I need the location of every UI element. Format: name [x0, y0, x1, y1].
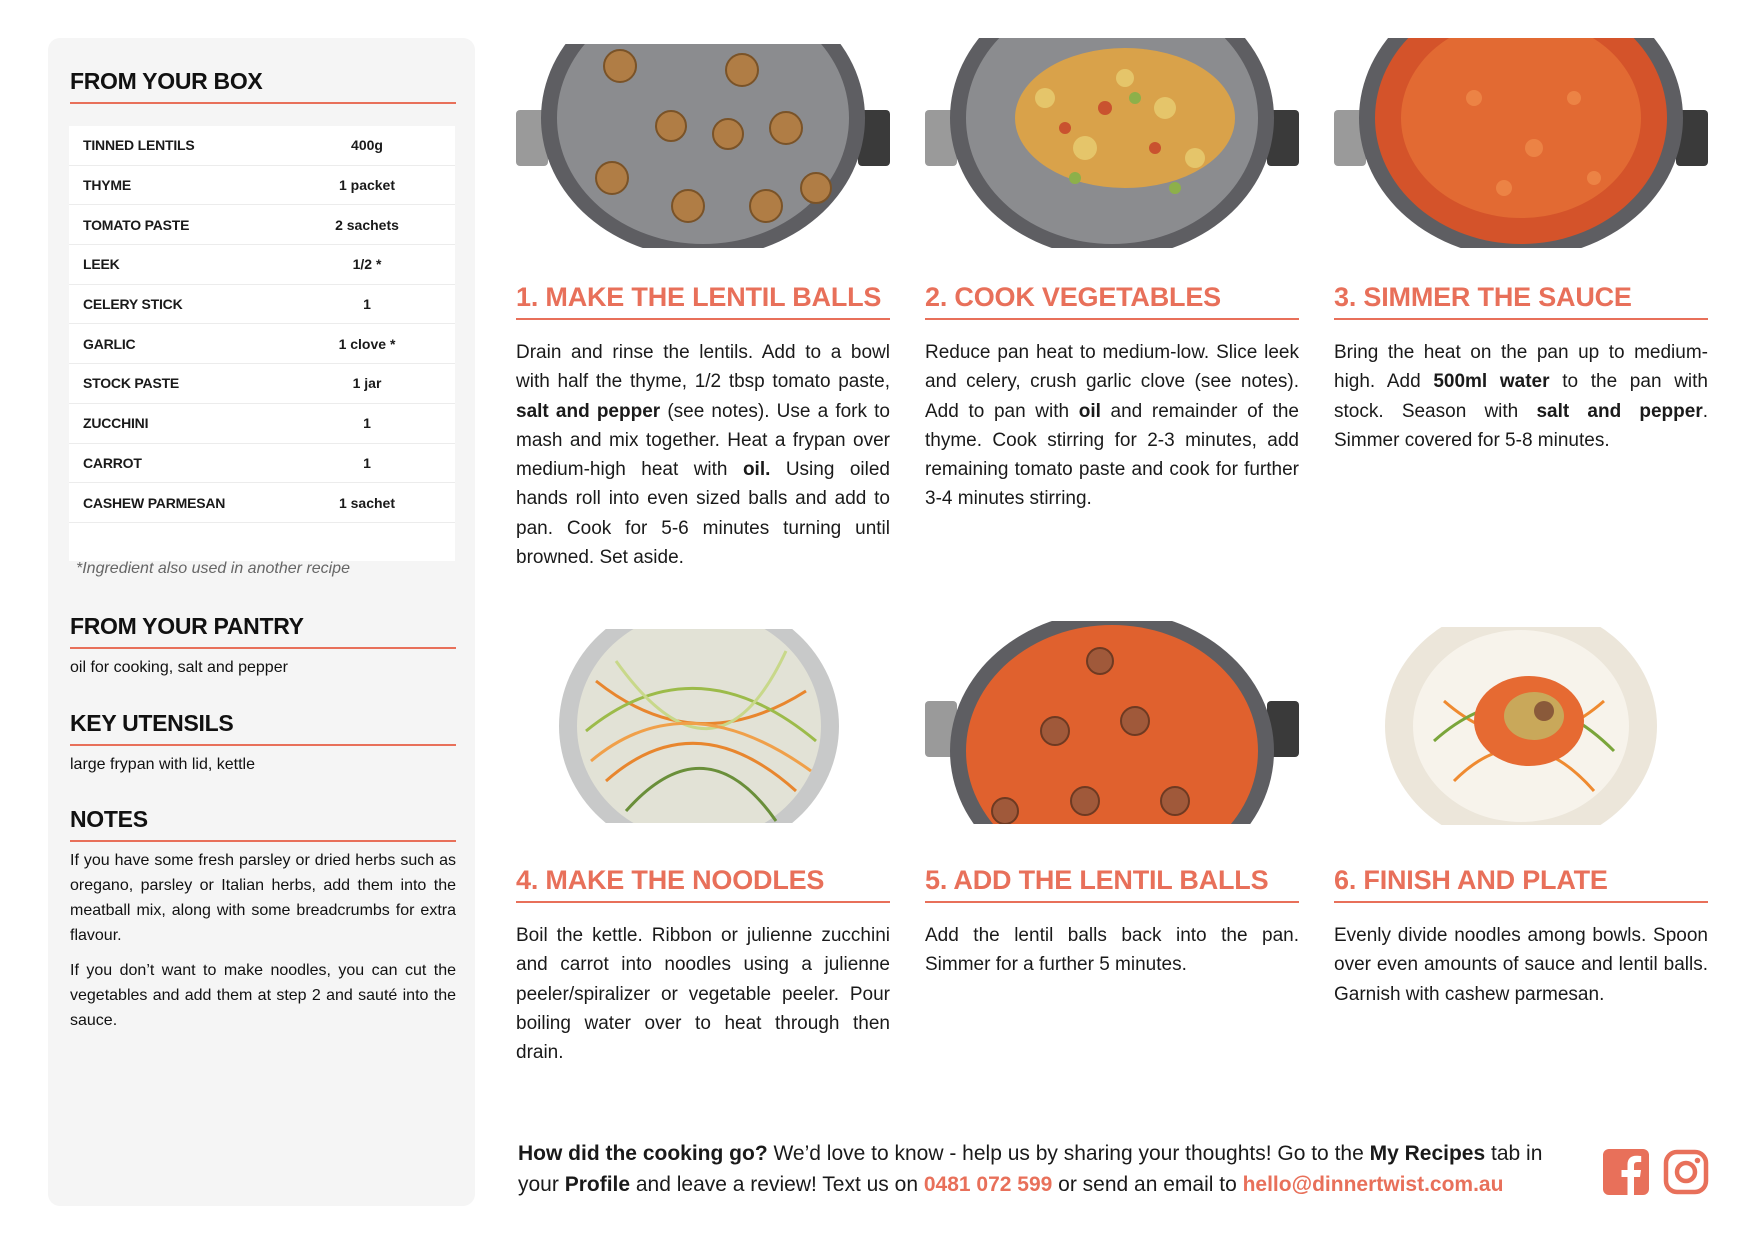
- feedback-question: How did the cooking go?: [518, 1142, 768, 1165]
- notes-title: NOTES: [70, 806, 456, 842]
- pantry-text: oil for cooking, salt and pepper: [70, 659, 288, 676]
- ingredient-quantity: 1 sachet: [338, 494, 396, 511]
- step-text: Using oiled hands roll into even sized balls and add to pan. Cook for 5-6 minutes turning until browned. Set aside.: [516, 459, 890, 569]
- step-text: Reduce pan heat to medium-low. Slice leek and celery, crush garlic clove (see notes). Add to pan with: [925, 342, 1299, 422]
- step-2-title: 2. COOK VEGETABLES: [925, 282, 1299, 320]
- ingredient-name: CELERY STICK: [83, 296, 183, 313]
- step-text-bold: salt and pepper: [516, 400, 661, 422]
- footer-text: tab in your: [518, 1142, 1543, 1196]
- notes-body: [70, 848, 456, 1043]
- step-4-title: 4. MAKE THE NOODLES: [516, 865, 890, 903]
- step-text: to the pan with stock. Season with: [1334, 371, 1708, 422]
- facebook-icon[interactable]: [1603, 1149, 1649, 1195]
- step-2-photo-vegetables-in-pan: [925, 38, 1299, 248]
- ingredients-sidebar: [48, 38, 475, 1206]
- ingredient-row: [69, 444, 455, 484]
- ingredient-quantity: 1: [363, 454, 371, 471]
- ingredient-row: [69, 205, 455, 245]
- ingredient-quantity: 1: [363, 415, 371, 432]
- step-2: [925, 38, 1299, 514]
- step-text-bold: oil.: [742, 459, 771, 481]
- step-1-photo-lentil-balls-in-pan: [516, 38, 890, 248]
- ingredient-quantity: 1 clove *: [338, 335, 396, 352]
- ingredient-row: [69, 126, 455, 166]
- ingredients-table: [69, 126, 455, 561]
- ingredient-name: CASHEW PARMESAN: [83, 494, 226, 511]
- step-text: Add the lentil balls back into the pan. Simmer for a further 5 minutes.: [925, 925, 1299, 976]
- ingredient-name: TOMATO PASTE: [83, 216, 190, 233]
- ingredient-name: THYME: [83, 177, 132, 194]
- ingredient-name: LEEK: [83, 256, 120, 273]
- step-5-title: 5. ADD THE LENTIL BALLS: [925, 865, 1299, 903]
- phone-link[interactable]: 0481 072 599: [923, 1173, 1053, 1196]
- step-text-bold: 500ml water: [1433, 371, 1550, 393]
- step-6: [1334, 621, 1708, 1009]
- instagram-icon[interactable]: [1663, 1149, 1709, 1195]
- step-5-body: [925, 921, 1299, 980]
- ingredient-name: ZUCCHINI: [83, 415, 149, 432]
- ingredient-quantity: 2 sachets: [335, 216, 399, 233]
- feedback-footer: [518, 1138, 1568, 1200]
- ingredient-footnote: *Ingredient also used in another recipe: [76, 560, 350, 577]
- step-4-photo-vegetable-noodles: [516, 621, 890, 831]
- step-6-photo-plated-dish: [1334, 621, 1708, 831]
- step-text: and remainder of the thyme. Cook stirring for 2-3 minutes, add remaining tomato paste and cook for further 3-4 minutes stirring.: [925, 400, 1299, 510]
- step-2-body: [925, 338, 1299, 514]
- profile-link[interactable]: Profile: [564, 1173, 631, 1196]
- step-text: Boil the kettle. Ribbon or julienne zucchini and carrot into noodles using a julienne peeler/spiralizer or vegetable peeler. Pour boiling water over to heat through then drain.: [516, 925, 890, 1064]
- ingredient-name: CARROT: [83, 454, 142, 471]
- step-6-body: [1334, 921, 1708, 1009]
- ingredient-row: [69, 324, 455, 364]
- step-3-body: [1334, 338, 1708, 455]
- ingredient-row: [69, 285, 455, 325]
- step-5-photo-lentil-balls-in-sauce: [925, 621, 1299, 831]
- ingredient-name: STOCK PASTE: [83, 375, 180, 392]
- step-1: [516, 38, 890, 572]
- ingredient-row: [69, 404, 455, 444]
- step-6-title: 6. FINISH AND PLATE: [1334, 865, 1708, 903]
- ingredient-name: GARLIC: [83, 335, 136, 352]
- ingredient-quantity: 1 packet: [338, 177, 396, 194]
- step-1-body: [516, 338, 890, 572]
- my-recipes-link[interactable]: My Recipes: [1369, 1142, 1486, 1165]
- ingredient-row: [69, 483, 455, 523]
- step-text: . Simmer covered for 5-8 minutes.: [1334, 400, 1708, 451]
- note-paragraph: If you don’t want to make noodles, you can cut the vegetables and add them at step 2 and sauté into the sauce.: [70, 962, 456, 1029]
- note-paragraph: If you have some fresh parsley or dried herbs such as oregano, parsley or Italian herbs, add them into the meatball mix, along with some breadcrumbs for extra flavour.: [70, 852, 456, 944]
- step-4-body: [516, 921, 890, 1067]
- footer-text: and leave a review! Text us on: [630, 1173, 924, 1196]
- step-text: Drain and rinse the lentils. Add to a bowl with half the thyme, 1/2 tbsp tomato paste,: [516, 342, 890, 393]
- footer-text: or send an email to: [1052, 1173, 1243, 1196]
- footer-text: We’d love to know - help us by sharing your thoughts! Go to the: [767, 1142, 1370, 1165]
- ingredient-quantity: 1: [363, 296, 371, 313]
- ingredient-quantity: 400g: [351, 137, 383, 154]
- step-text: Evenly divide noodles among bowls. Spoon over even amounts of sauce and lentil balls. Garnish with cashew parmesan.: [1334, 925, 1708, 1005]
- step-4: [516, 621, 890, 1067]
- email-link[interactable]: hello@dinnertwist.com.au: [1242, 1173, 1504, 1196]
- utensils-text: large frypan with lid, kettle: [70, 756, 255, 773]
- ingredient-row: [69, 166, 455, 206]
- step-3-title: 3. SIMMER THE SAUCE: [1334, 282, 1708, 320]
- ingredient-name: TINNED LENTILS: [83, 137, 195, 154]
- ingredient-quantity: 1/2 *: [352, 256, 382, 273]
- ingredient-row-empty: [69, 523, 455, 561]
- step-text: Bring the heat on the pan up to medium-high. Add: [1334, 342, 1708, 393]
- ingredient-row: [69, 245, 455, 285]
- step-5: [925, 621, 1299, 980]
- step-text-bold: oil: [1078, 400, 1101, 422]
- from-your-box-title: FROM YOUR BOX: [70, 68, 456, 104]
- step-3: [1334, 38, 1708, 455]
- step-text: (see notes). Use a fork to mash and mix together. Heat a frypan over medium-high heat with: [516, 400, 891, 481]
- step-1-title: 1. MAKE THE LENTIL BALLS: [516, 282, 890, 320]
- step-3-photo-tomato-sauce-in-pan: [1334, 38, 1708, 248]
- ingredient-quantity: 1 jar: [352, 375, 382, 392]
- ingredient-row: [69, 364, 455, 404]
- from-your-pantry-title: FROM YOUR PANTRY: [70, 613, 456, 649]
- key-utensils-title: KEY UTENSILS: [70, 710, 456, 746]
- step-text-bold: salt and pepper: [1536, 400, 1703, 422]
